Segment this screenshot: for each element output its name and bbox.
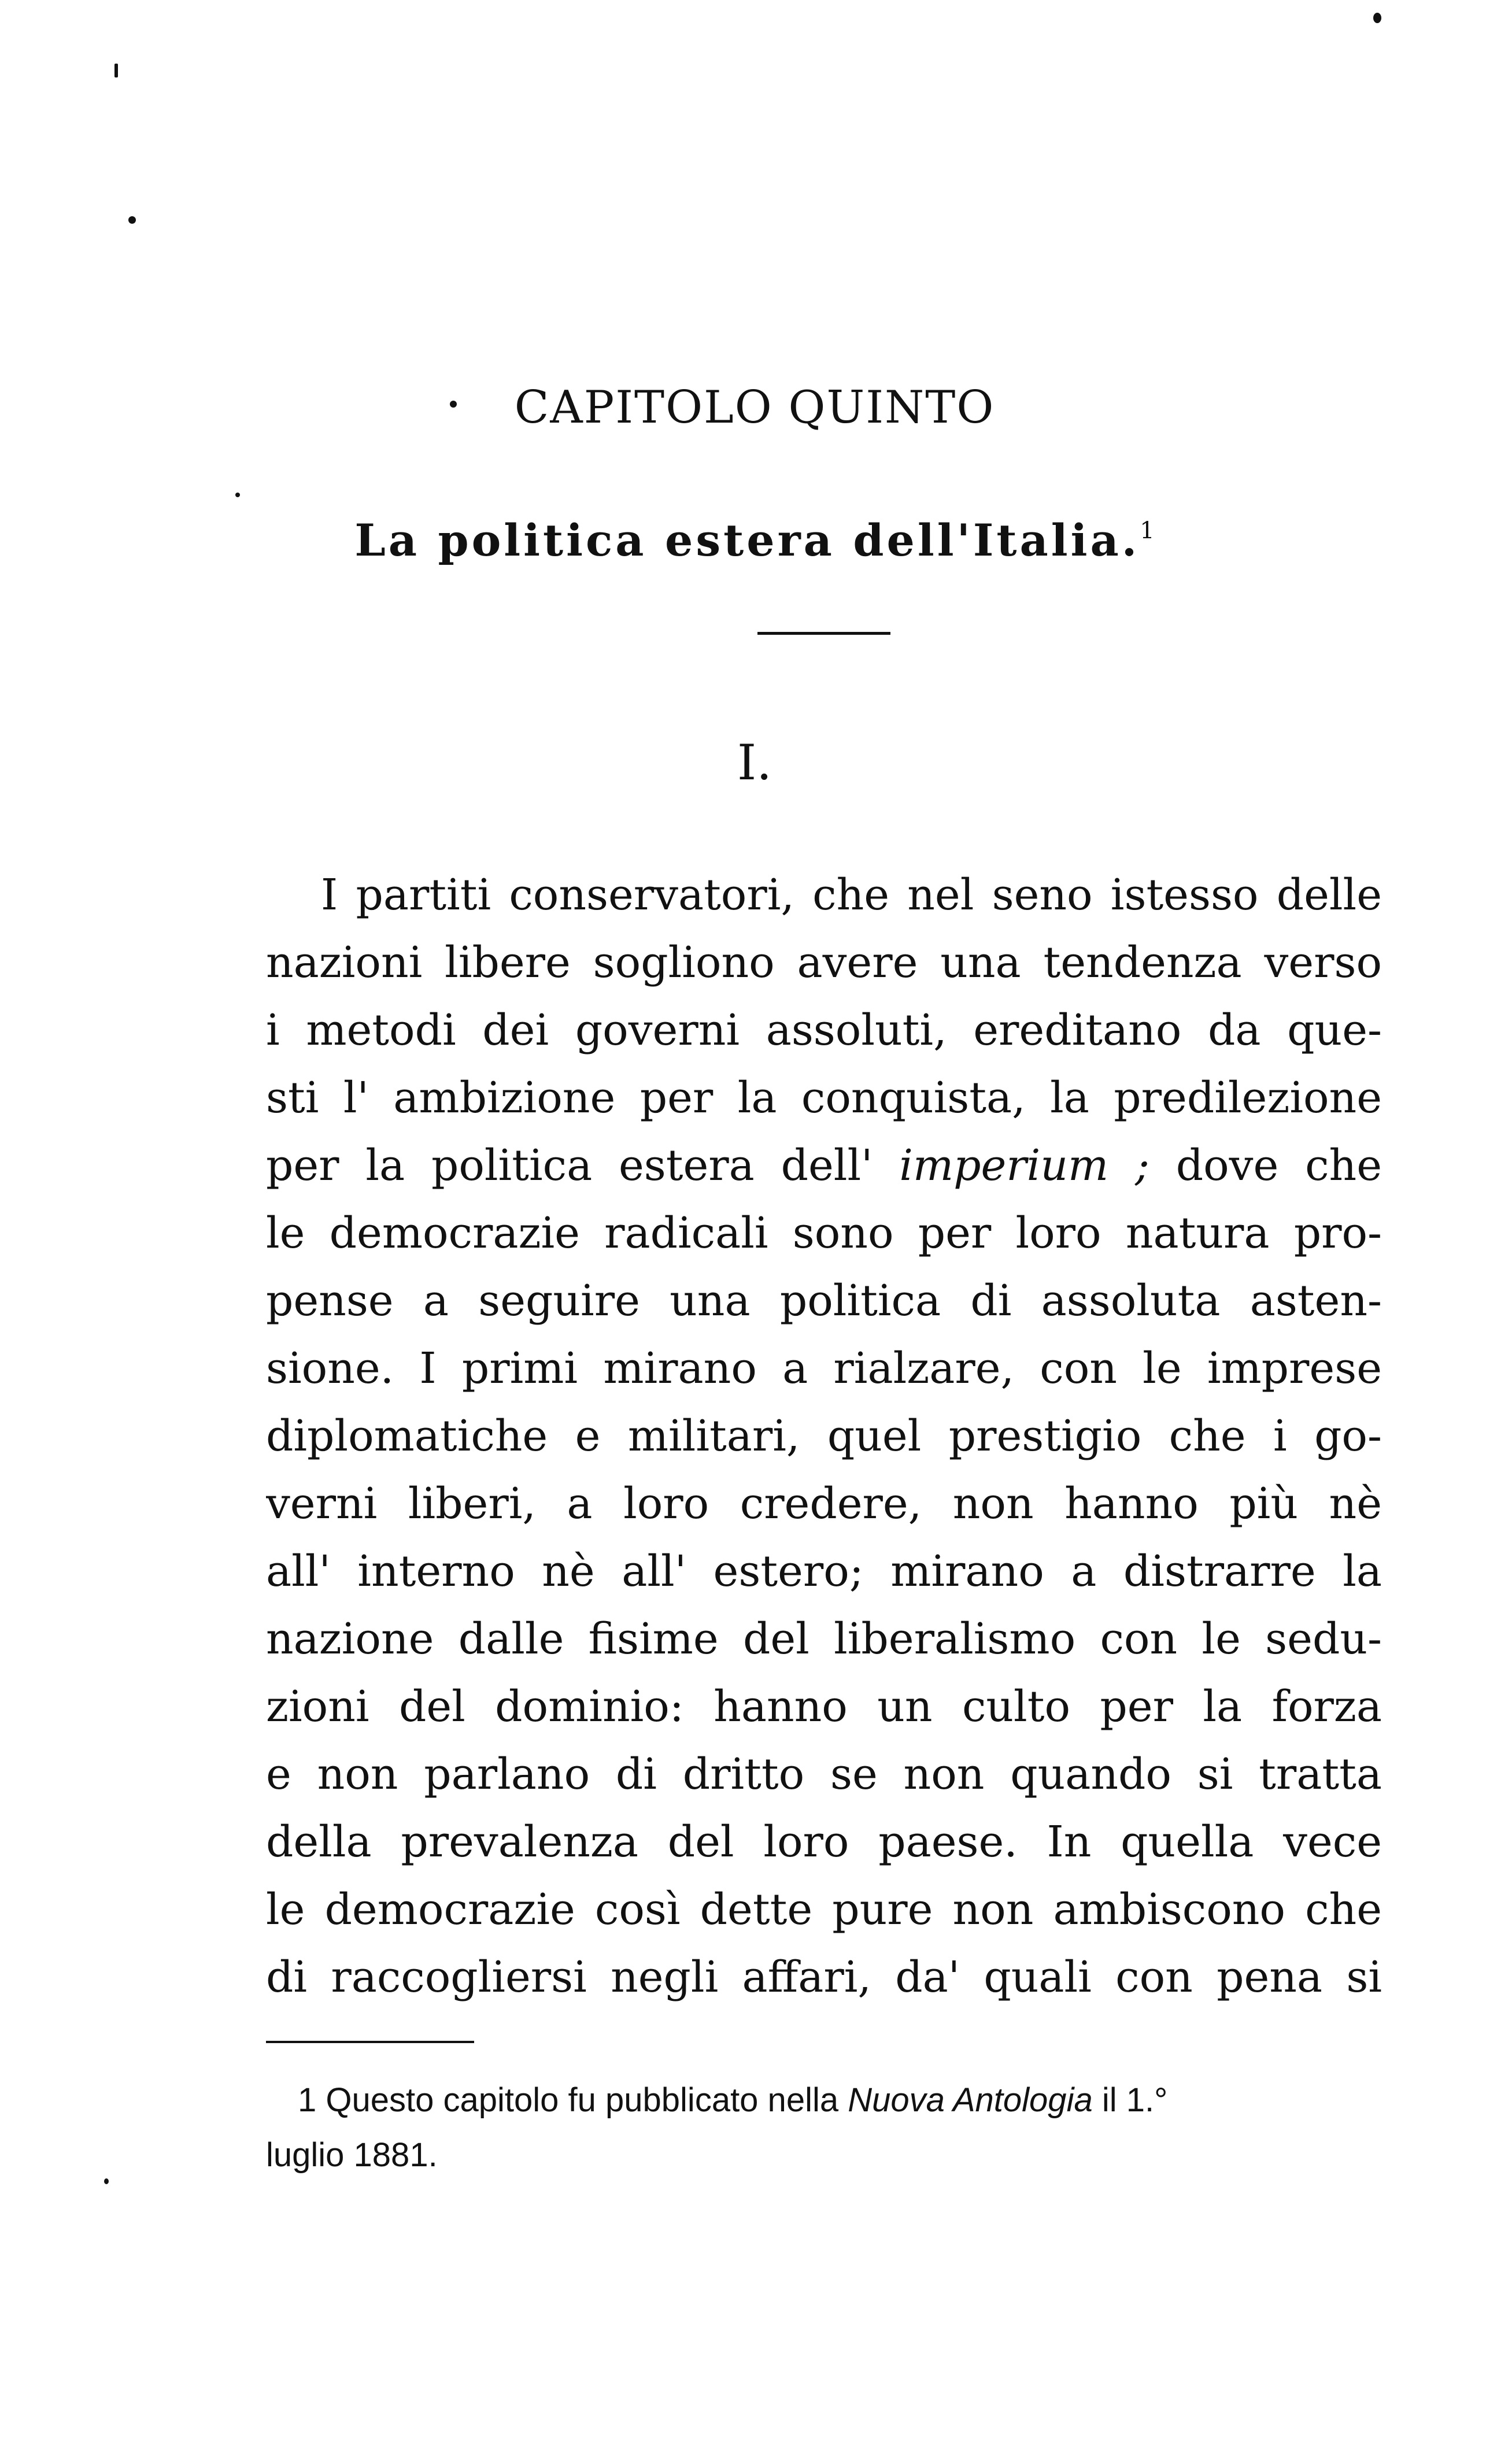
scan-speck bbox=[114, 64, 118, 77]
footnote bbox=[266, 2073, 1382, 2182]
body-line-mixed bbox=[266, 1132, 1382, 1200]
footnote-rule bbox=[266, 2041, 474, 2043]
italic-term: imperium ; bbox=[899, 1141, 1149, 1190]
footnote-continuation: luglio 1881. bbox=[266, 2136, 438, 2174]
body-line: verni liberi, a loro credere, non hanno più nè bbox=[266, 1479, 1382, 1529]
body-line-part: per la politica estera dell' bbox=[266, 1141, 873, 1190]
section-number: I. bbox=[737, 734, 772, 791]
body-line: diplomatiche e militari, quel prestigio che i go- bbox=[266, 1411, 1382, 1461]
scan-speck bbox=[104, 2178, 109, 2184]
body-line: sione. I primi mirano a rialzare, con le imprese bbox=[266, 1344, 1382, 1393]
scan-speck bbox=[128, 216, 136, 224]
body-line: pense a seguire una politica di assoluta asten- bbox=[266, 1276, 1382, 1326]
body-line: sti l' ambizione per la conquista, la predilezione bbox=[266, 1073, 1382, 1123]
body-line-part: dove che bbox=[1176, 1141, 1382, 1190]
body-line: zioni del dominio: hanno un culto per la forza bbox=[266, 1682, 1382, 1732]
title-rule bbox=[757, 632, 890, 635]
footnote-source: Nuova Antologia bbox=[848, 2081, 1093, 2119]
scan-speck bbox=[1373, 13, 1381, 23]
body-line: di raccogliersi negli affari, da' quali con pena si bbox=[266, 1952, 1382, 2002]
body-line: nazione dalle fisime del liberalismo con le sedu- bbox=[266, 1614, 1382, 1664]
body-line: e non parlano di dritto se non quando si tratta bbox=[266, 1749, 1382, 1799]
chapter-title bbox=[0, 515, 1486, 566]
body-line: nazioni libere sogliono avere una tendenza verso bbox=[266, 938, 1382, 987]
chapter-title-text: La politica estera dell'Italia. bbox=[354, 515, 1140, 566]
body-line: i metodi dei governi assoluti, ereditano da que- bbox=[266, 1005, 1382, 1055]
footnote-number: 1 bbox=[298, 2081, 317, 2119]
body-line: della prevalenza del loro paese. In quella vece bbox=[266, 1817, 1382, 1867]
footnote-text: Questo capitolo fu pubblicato nella bbox=[326, 2081, 839, 2119]
scan-speck bbox=[235, 493, 240, 497]
body-line: le democrazie così dette pure non ambiscono che bbox=[266, 1885, 1382, 1934]
body-text bbox=[266, 861, 1382, 2011]
body-line: I partiti conservatori, che nel seno istesso delle bbox=[321, 870, 1382, 920]
scan-speck bbox=[450, 401, 457, 408]
chapter-heading: CAPITOLO QUINTO bbox=[514, 382, 995, 434]
footnote-line bbox=[266, 2073, 1382, 2128]
footnote-mark: 1 bbox=[1140, 517, 1155, 544]
body-line: le democrazie radicali sono per loro natura pro- bbox=[266, 1208, 1382, 1258]
body-line: all' interno nè all' estero; mirano a distrarre la bbox=[266, 1547, 1382, 1596]
footnote-text-after: il 1.° bbox=[1101, 2081, 1168, 2119]
